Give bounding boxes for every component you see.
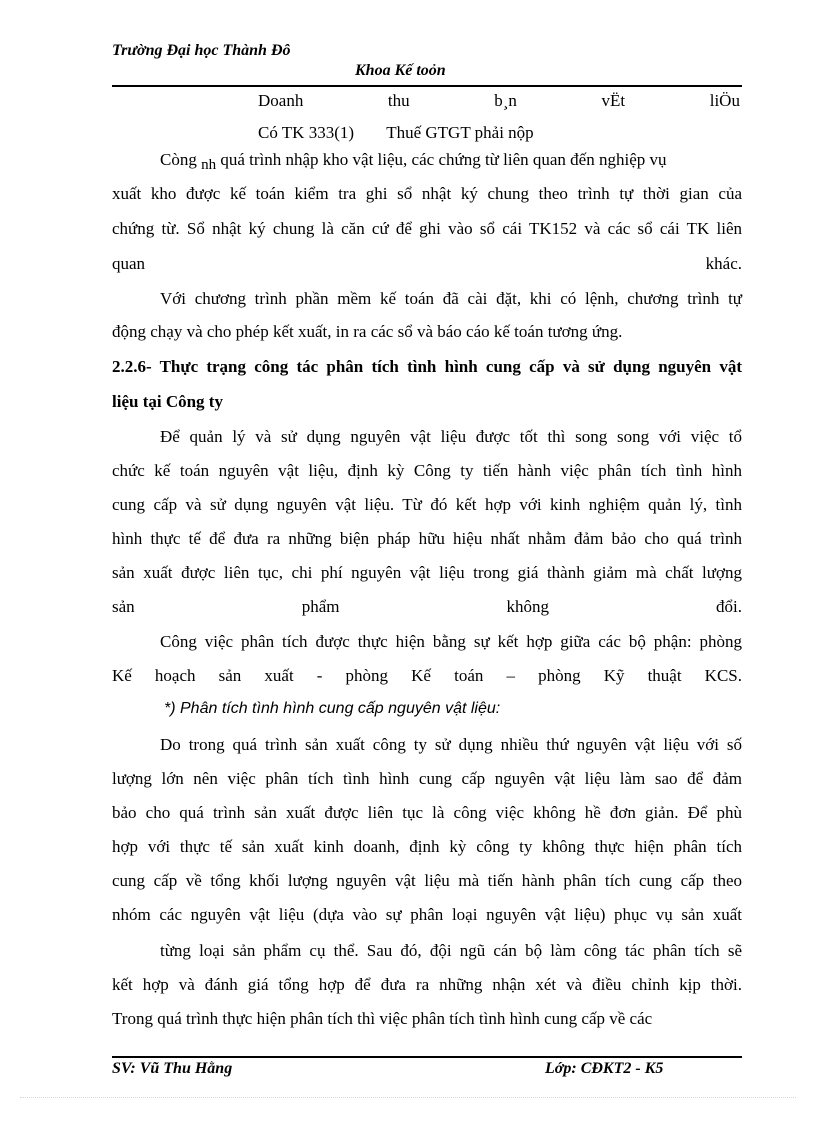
paragraph-line: Với chương trình phần mềm kế toán đã cài đặt, khi có lệnh, chương trình tự xyxy=(160,289,742,308)
header-school: Trường Đại học Thành Đô xyxy=(112,42,291,59)
paragraph-line: hợp với thực tế sản xuất kinh doanh, định kỳ công ty không thực hiện phân tích xyxy=(112,837,742,856)
paragraph-line: Công việc phân tích được thực hiện bằng sự kết hợp giữa các bộ phận: phòng xyxy=(160,632,742,651)
paragraph-line: nhóm các nguyên vật liệu (dựa vào sự phân loại nguyên vật liệu) phục vụ sản xuất xyxy=(112,905,742,924)
text-fragment: phẩm xyxy=(301,597,340,616)
paragraph-line: từng loại sản phẩm cụ thể. Sau đó, đội ngũ cán bộ làm công tác phân tích sẽ xyxy=(160,941,742,960)
paragraph-line: động chạy và cho phép kết xuất, in ra các sổ và báo cáo kế toán tương ứng. xyxy=(112,322,623,341)
paragraph-line: chứng từ. Sổ nhật ký chung là căn cứ để ghi vào sổ cái TK152 và các sổ cái TK liên xyxy=(112,219,742,238)
sub-heading: *) Phân tích tình hình cung cấp nguyên vật liệu: xyxy=(164,700,501,717)
revenue-spread-line xyxy=(258,84,740,118)
paragraph-line: cung cấp về tổng khối lượng nguyên vật liệu mà tiến hành phân tích cung cấp theo xyxy=(112,871,742,890)
paragraph-line xyxy=(112,143,742,178)
paragraph-line: xuất kho được kế toán kiểm tra ghi sổ nhật ký chung theo trình tự thời gian của xyxy=(112,184,742,203)
text-fragment: quá trình nhập kho vật liệu, các chứng từ liên quan đến nghiệp vụ xyxy=(220,150,667,169)
header-department: Khoa Kế toỏn xyxy=(355,62,446,79)
paragraph-line: lượng lớn nên việc phân tích tình hình cung cấp nguyên vật liệu làm sao để đảm xyxy=(112,769,742,788)
paragraph-line: Trong quá trình thực hiện phân tích thì việc phân tích tình hình cung cấp về các xyxy=(112,1009,653,1028)
spread-word: thu xyxy=(387,91,410,110)
section-heading: 2.2.6- Thực trạng công tác phân tích tình hình cung cấp và sử dụng nguyên vật xyxy=(112,357,742,376)
text-fragment: khác. xyxy=(705,254,742,273)
paragraph-line: cung cấp và sử dụng nguyên vật liệu. Từ đó kết hợp với kinh nghiệm quản lý, tình xyxy=(112,495,742,514)
paragraph-line xyxy=(112,247,742,281)
text-fragment: sản xyxy=(112,597,135,616)
paragraph-line xyxy=(112,590,742,624)
paragraph-line: Để quản lý và sử dụng nguyên vật liệu được tốt thì song song với việc tổ xyxy=(160,427,742,446)
section-heading-cont: liệu tại Công ty xyxy=(112,392,223,411)
paragraph-line: chức kế toán nguyên vật liệu, định kỳ Công ty tiến hành việc phân tích tình hình xyxy=(112,461,742,480)
spread-word: b¸n xyxy=(494,91,517,110)
text-fragment: đổi. xyxy=(716,597,742,616)
footer-rule xyxy=(112,1056,742,1058)
paragraph-line: Do trong quá trình sản xuất công ty sử dụng nhiều thứ nguyên vật liệu với số xyxy=(160,735,742,754)
spread-word: vËt xyxy=(601,91,626,110)
paragraph-line: bảo cho quá trình sản xuất được liên tục là công việc không hề đơn giản. Để phù xyxy=(112,803,742,822)
paragraph-line: kết hợp và đánh giá tổng hợp để đưa ra những nhận xét và điều chỉnh kịp thời. xyxy=(112,975,742,994)
text-fragment: Còng xyxy=(160,150,197,169)
spread-word: Doanh xyxy=(258,91,304,110)
footer-class: Lớp: CĐKT2 - K5 xyxy=(545,1060,664,1077)
text-fragment: nh xyxy=(201,157,217,173)
paragraph-line: Kế hoạch sản xuất - phòng Kế toán – phòng Kỹ thuật KCS. xyxy=(112,666,742,685)
tax-account: Có TK 333(1) xyxy=(258,123,355,142)
page-bottom-edge xyxy=(20,1097,796,1098)
paragraph-line: sản xuất được liên tục, chi phí nguyên vật liệu trong giá thành giảm mà chất lượng xyxy=(112,563,742,582)
footer-student: SV: Vũ Thu Hằng xyxy=(112,1060,233,1077)
spread-word: liÖu xyxy=(709,91,740,110)
paragraph-line: hình thực tế để đưa ra những biện pháp hữu hiệu nhất nhằm đảm bảo cho quá trình xyxy=(112,529,742,548)
text-fragment: quan xyxy=(112,254,146,273)
tax-label: Thuế GTGT phải nộp xyxy=(386,123,534,142)
text-fragment: không xyxy=(506,597,549,616)
